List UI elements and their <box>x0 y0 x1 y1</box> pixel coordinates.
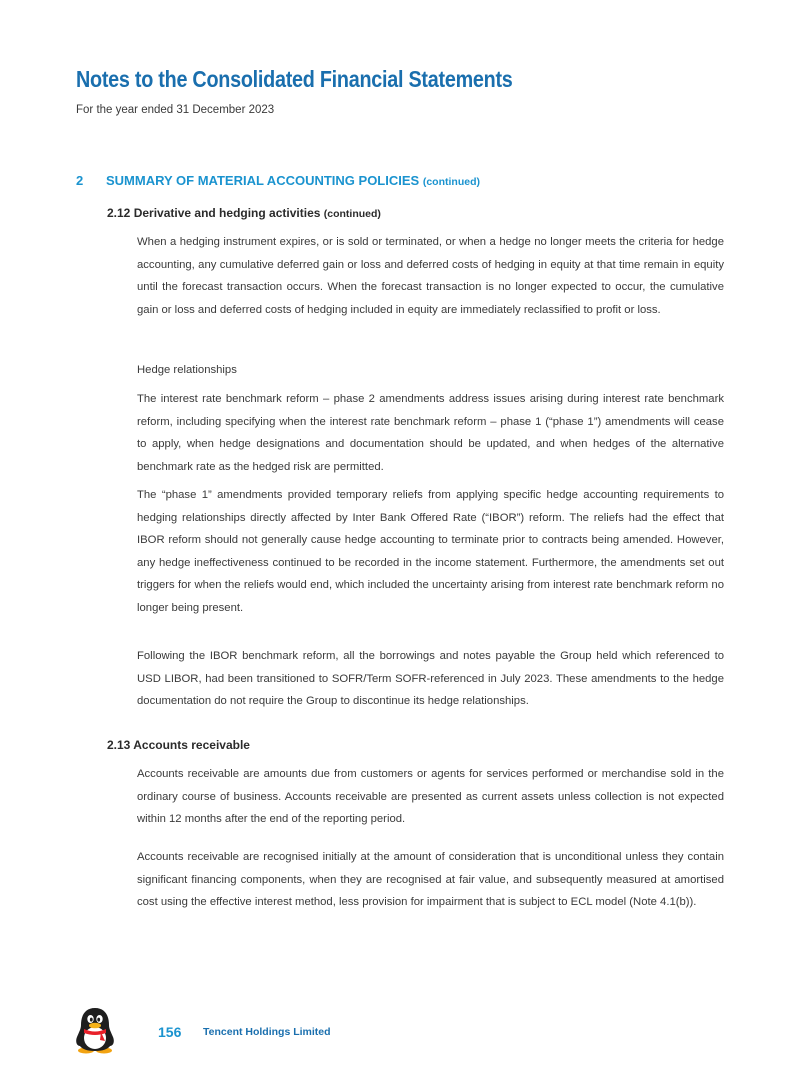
page-footer <box>74 1006 474 1056</box>
paragraph-heading-hedge-relationships: Hedge relationships <box>137 364 237 376</box>
company-name: Tencent Holdings Limited <box>203 1026 331 1038</box>
subsection-heading-2-12 <box>107 206 381 220</box>
page-title: Notes to the Consolidated Financial Statements <box>76 66 513 92</box>
subsection-title: 2.13 Accounts receivable <box>107 738 250 752</box>
paragraph: The “phase 1” amendments provided temporary reliefs from applying specific hedge accounting requirements to hedging relationships directly affected by Inter Bank Offered Rate (“IBOR”) reform. The reliefs had the effect that IBOR reform should not generally cause hedge accounting to terminate prior to contracts being amended. However, any hedge ineffectiveness continued to be recorded in the income statement. Furthermore, the amendments set out triggers for when the reliefs would end, which included the uncertainty arising from interest rate benchmark reform no longer being present. <box>137 489 724 614</box>
subsection-continued-label: (continued) <box>323 208 381 220</box>
subsection-heading-2-13 <box>107 738 250 752</box>
paragraph: Accounts receivable are recognised initially at the amount of consideration that is unconditional unless they contain significant financing components, when they are recognised at fair value, and subsequently measured at amortised cost using the effective interest method, less provision for impairment that is subject to ECL model (Note 4.1(b)). <box>137 851 724 908</box>
paragraph: Accounts receivable are amounts due from customers or agents for services performed or merchandise sold in the ordinary course of business. Accounts receivable are presented as current assets unless collection is not expected within 12 months after the end of the reporting period. <box>137 768 724 825</box>
section-number: 2 <box>76 173 84 188</box>
section-title: SUMMARY OF MATERIAL ACCOUNTING POLICIES <box>106 173 420 188</box>
penguin-icon <box>74 1006 116 1054</box>
subsection-title: 2.12 Derivative and hedging activities <box>107 206 321 220</box>
section-continued-label: (continued) <box>422 176 480 188</box>
page-subtitle: For the year ended 31 December 2023 <box>76 104 275 116</box>
paragraph: When a hedging instrument expires, or is sold or terminated, or when a hedge no longer meets the criteria for hedge accounting, any cumulative deferred gain or loss and deferred costs of hedging in equity at that time remain in equity until the forecast transaction occurs. When the forecast transaction is no longer expected to occur, the cumulative gain or loss and deferred costs of hedging included in equity are immediately reclassified to profit or loss. <box>137 236 724 316</box>
page-number: 156 <box>158 1024 182 1040</box>
paragraph: Following the IBOR benchmark reform, all the borrowings and notes payable the Group held which referenced to USD LIBOR, had been transitioned to SOFR/Term SOFR-referenced in July 2023. These amendments to the hedge documentation do not require the Group to discontinue its hedge relationships. <box>137 650 724 707</box>
paragraph: The interest rate benchmark reform – phase 2 amendments address issues arising during interest rate benchmark reform, including specifying when the interest rate benchmark reform – phase 1 (“phase 1”) amendments will cease to apply, when hedge designations and documentation should be updated, and when hedges of the alternative benchmark rate as the hedged risk are permitted. <box>137 393 724 473</box>
section-heading <box>76 173 480 188</box>
